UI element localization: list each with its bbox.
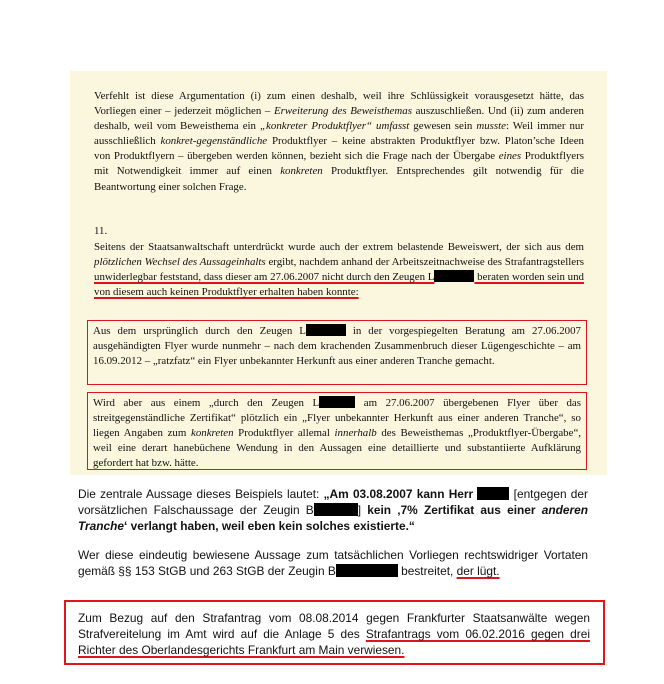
text-run: in der vorgespiegelten Beratung am 27.06.2007 ausgehändigten Flyer wurde nunmehr – nach dem krachenden Zusammenbruch dieser Lügengeschichte – am 16.09.2012 – „ratzfatz“ ein Flyer unbekannter Herkunft aus einer anderen Tranche gemacht.: [93, 325, 581, 368]
text-run: des Beweisthemas „Produktflyer-Übergabe“, weil eine derart hanebüchene Wendung in den Aussagen eine detaillierte und substantiierte Aufklärung gefordert hat bzw. hätte.: [93, 427, 581, 470]
underlined-reference: Strafantrags vom 06.02.2016 gegen drei Richter des Oberlandesgerichts Frankfurt am Main verwiesen.: [78, 627, 590, 658]
text-run: ergibt, nachdem anhand der Arbeitszeitnachweise des Strafantragstellers: [265, 256, 584, 269]
text-run: [entgegen der vorsätzlichen Falschaussage der Zeugin B: [78, 487, 588, 518]
boxed-paragraph: [93, 396, 581, 471]
redaction-bar: [319, 396, 355, 408]
text-run: Zum Bezug auf den Strafantrag vom 08.08.2014 gegen Frankfurter Staatsanwälte wegen Strafvereitelung im Amt wird auf die Anlage 5 des: [78, 611, 590, 642]
text-run: am 27.06.2007 übergebenen Flyer über das streitgegenständliche Zertifikat“ plötzlich ein „Flyer unbekannter Herkunft aus einer anderen Tranche“, so liegen Angaben zum: [93, 397, 581, 440]
text-run: kein ‚7% Zertifikat aus einer: [367, 503, 542, 518]
reference-statement: [78, 610, 590, 659]
text-emphasis: konkreten: [280, 165, 323, 178]
text-run: bestreitet,: [397, 564, 457, 579]
text-run: beraten worden sein und von diesem auch keinen Produktflyer erhalten haben konnte:: [94, 271, 584, 299]
text-emphasis: plötzlichen Wechsel des Aussageinhalts: [94, 256, 266, 269]
redaction-bar: [434, 270, 474, 282]
text-run: ‘ verlangt haben, weil eben kein solches existierte.“: [124, 519, 415, 534]
text-emphasis: konkret-gegenständliche: [160, 135, 268, 148]
text-run: Produktflyer – keine abstrakten Produktflyer bzw. Platon’sche Ideen von Produktflyern – übergeben werden können, bezieht sich die Frage nach der Übergabe: [94, 135, 584, 163]
text-emphasis: eines: [498, 150, 522, 163]
text-run: Produktflyers mit Notwendigkeit immer auf einen: [94, 150, 584, 178]
text-bold: „Am 03.08.2007 kann Herr: [323, 487, 478, 501]
central-statement: [78, 486, 588, 535]
text-run: Produktflyer allemal: [233, 427, 335, 440]
boxed-paragraph: [93, 324, 581, 369]
underlined-claim: [94, 271, 584, 298]
text-run: Produktflyer. Entsprechendes gilt notwendig für die Beantwortung einer solchen Frage.: [94, 165, 584, 193]
redaction-bar: [336, 564, 398, 577]
suppression-paragraph: [94, 240, 584, 300]
redaction-bar: [477, 487, 509, 500]
text-run: Wird aber aus einem „durch den Zeugen L: [93, 397, 320, 409]
text-emphasis: „konkreter Produktflyer“ umfasst: [260, 120, 410, 133]
text-run: Aus dem ursprünglich durch den Zeugen L: [93, 325, 306, 337]
proof-statement: [78, 547, 588, 579]
text-run: : Weil immer nur ausschließlich: [94, 120, 584, 148]
text-emphasis: musste: [476, 120, 506, 133]
highlight-box-original-flyer: [87, 320, 587, 385]
text-run: auszuschließen. Und (ii) zum anderen deshalb, weil vom Beweisthema ein: [94, 105, 584, 133]
redaction-bar: [314, 503, 358, 516]
text-emphasis: anderen Tranche: [78, 503, 589, 534]
argument-paragraph: [94, 89, 584, 195]
text-emphasis: innerhalb: [334, 427, 377, 440]
section-number: 11.: [94, 225, 108, 237]
text-run: Wer diese eindeutig bewiesene Aussage zum tatsächlichen Vorliegen rechtswidriger Vortaten gemäß §§ 153 StGB und 263 StGB der Zeugin B: [78, 548, 588, 579]
highlight-box-flyer-change: [87, 392, 587, 470]
text-emphasis: Erweiterung des Beweisthemas: [274, 105, 412, 118]
underlined-conclusion: der lügt.: [456, 564, 500, 579]
text-run: unwiderlegbar feststand, dass dieser am 27.06.2007 nicht durch den Zeugen L: [94, 271, 435, 284]
text-run: Verfehlt ist diese Argumentation (i) zum einen deshalb, weil ihre Schlüssigkeit vorausgesetzt hätte, das Vorliegen einer – jederzeit möglichen –: [94, 90, 584, 118]
text-run: gewesen sein: [409, 120, 477, 133]
text-run: Die zentrale Aussage dieses Beispiels lautet:: [78, 487, 324, 501]
text-run: Seitens der Staatsanwaltschaft unterdrückt wurde auch der extrem belastende Beweiswert, der sich aus dem: [94, 241, 584, 253]
scanned-excerpt: [70, 71, 607, 475]
text-emphasis: konkreten: [190, 427, 234, 440]
text-run: ]: [357, 503, 368, 518]
redaction-bar: [306, 324, 346, 336]
